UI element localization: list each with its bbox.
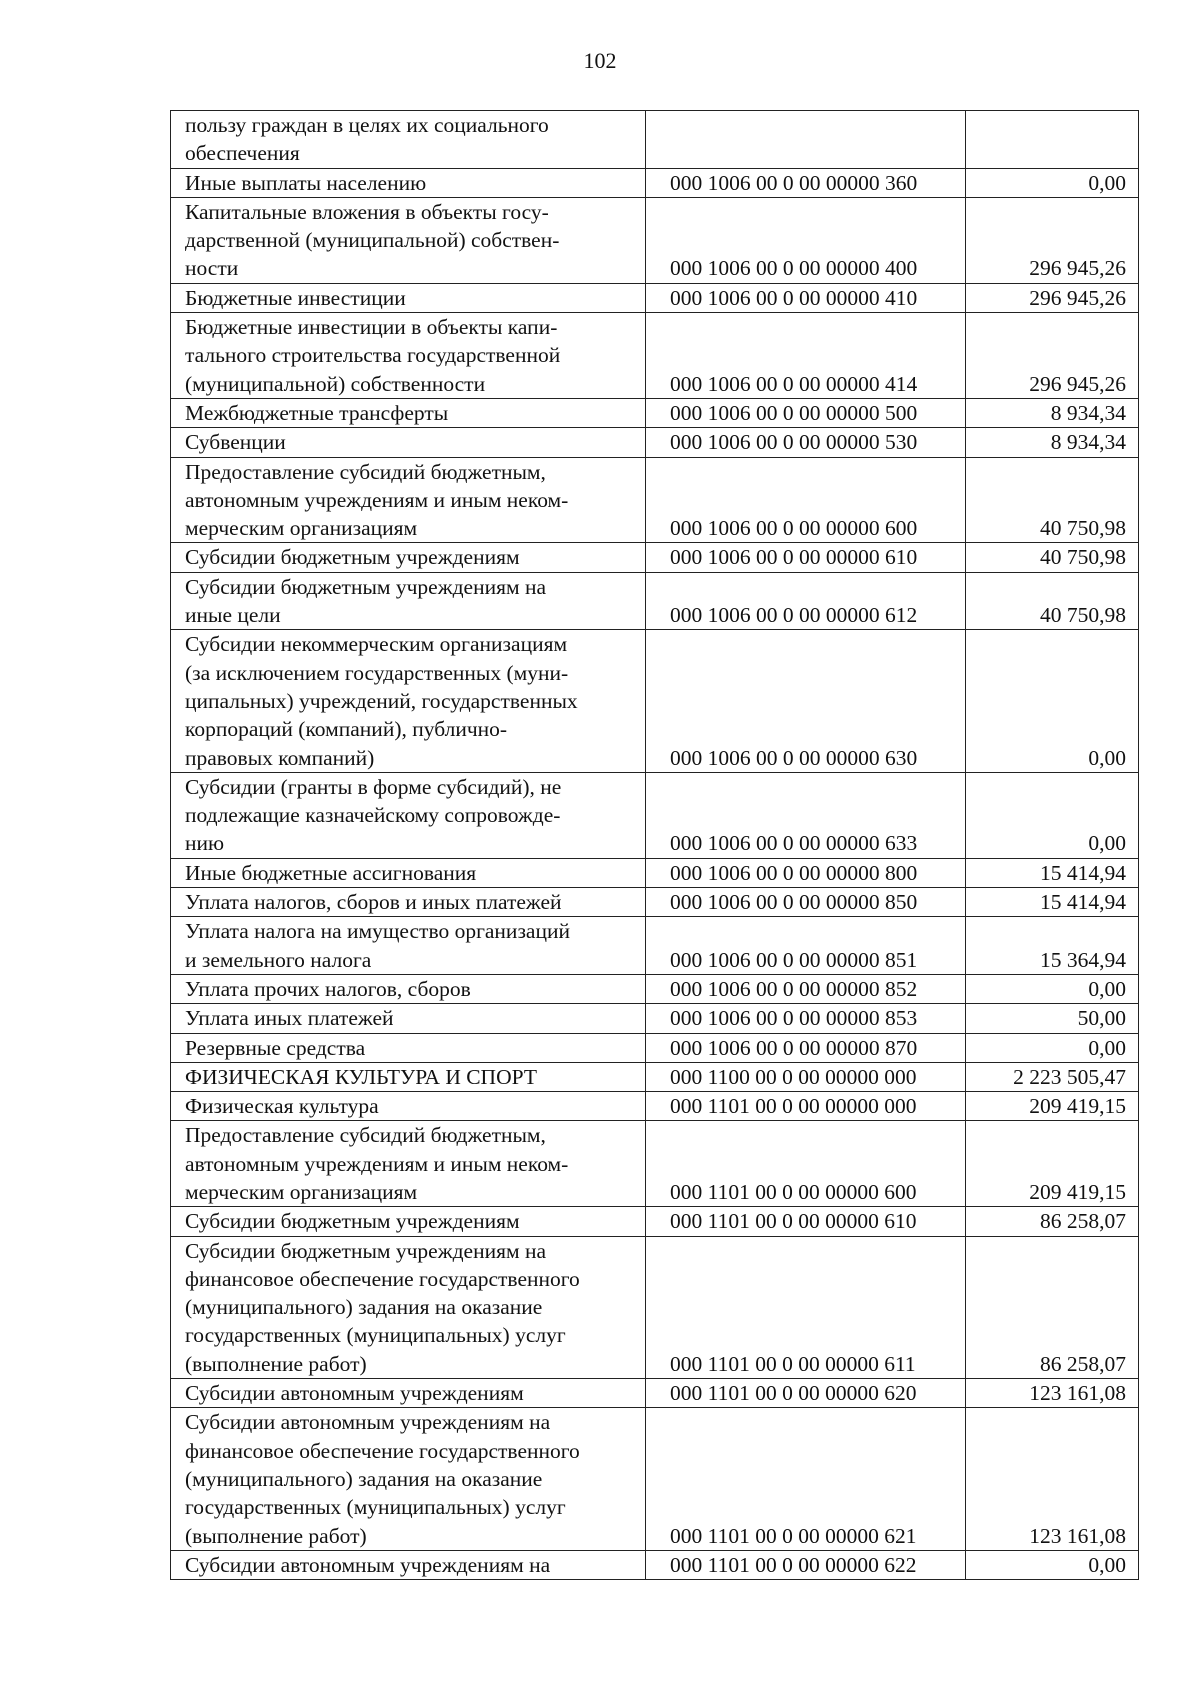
row-name-line: пользу граждан в целях их социального [185, 113, 549, 137]
row-name-cell [171, 398, 646, 427]
row-code-cell: 000 1006 00 0 00 00000 851 [646, 917, 966, 975]
row-amount-cell: 296 945,26 [966, 197, 1139, 283]
row-name-cell [171, 1121, 646, 1207]
row-amount-cell: 8 934,34 [966, 398, 1139, 427]
row-amount-cell: 209 419,15 [966, 1121, 1139, 1207]
row-name-line: (за исключением государственных (муни- [185, 660, 569, 685]
row-name-line: тального строительства государственной [185, 343, 561, 368]
row-name-line: Уплата налогов, сборов и иных платежей [185, 890, 562, 915]
row-amount-cell: 209 419,15 [966, 1092, 1139, 1121]
row-name-line: Уплата налога на имущество организаций [185, 919, 570, 944]
table-row [171, 772, 1139, 858]
row-name-line: Бюджетные инвестиции в объекты капи- [185, 315, 558, 340]
table-row [171, 630, 1139, 772]
row-name-line: и земельного налога [185, 947, 372, 972]
row-name-line: правовых компаний) [185, 745, 375, 770]
row-code-cell: 000 1006 00 0 00 00000 852 [646, 974, 966, 1003]
row-code-cell: 000 1101 00 0 00 00000 622 [646, 1550, 966, 1579]
table-row [171, 197, 1139, 283]
row-name-line: Уплата иных платежей [185, 1006, 394, 1031]
table-row [171, 1004, 1139, 1033]
row-name-line: Субсидии автономным учреждениям на [185, 1410, 551, 1435]
row-code-cell: 000 1006 00 0 00 00000 360 [646, 168, 966, 197]
page-number: 102 [583, 48, 617, 73]
row-name-line: Резервные средства [185, 1035, 366, 1060]
row-name-line: Субсидии бюджетным учреждениям на [185, 1238, 546, 1263]
row-name-line: ности [185, 256, 239, 281]
row-amount-cell: 40 750,98 [966, 457, 1139, 543]
row-name-cell [171, 457, 646, 543]
row-name-line: мерческим организациям [185, 516, 418, 541]
row-amount-cell: 50,00 [966, 1004, 1139, 1033]
row-code-cell [646, 111, 966, 169]
table-row [171, 917, 1139, 975]
row-amount-cell: 123 161,08 [966, 1408, 1139, 1550]
row-name-line: (муниципального) задания на оказание [185, 1295, 543, 1320]
row-amount-cell: 15 414,94 [966, 888, 1139, 917]
row-code-cell: 000 1006 00 0 00 00000 414 [646, 313, 966, 399]
row-amount-cell: 0,00 [966, 1033, 1139, 1062]
table-row [171, 428, 1139, 457]
row-name-cell [171, 111, 646, 169]
table-body [171, 111, 1139, 1580]
row-name-line: финансовое обеспечение государственного [185, 1438, 580, 1463]
table-row [171, 1033, 1139, 1062]
row-name-line: Предоставление субсидий бюджетным, [185, 459, 546, 484]
row-code-cell: 000 1101 00 0 00 00000 611 [646, 1236, 966, 1378]
row-amount-cell: 0,00 [966, 630, 1139, 772]
table-row [171, 168, 1139, 197]
row-name-line: Субсидии некоммерческим организациям [185, 632, 568, 657]
row-name-cell [171, 917, 646, 975]
row-name-cell [171, 283, 646, 312]
row-name-cell [171, 1379, 646, 1408]
row-name-line: автономным учреждениям и иным неком- [185, 1151, 569, 1176]
row-name-line: дарственной (муниципальной) собствен- [185, 228, 560, 253]
row-amount-cell: 0,00 [966, 1550, 1139, 1579]
row-code-cell: 000 1006 00 0 00 00000 410 [646, 283, 966, 312]
row-name-line: Субсидии бюджетным учреждениям на [185, 574, 546, 599]
table-row [171, 1550, 1139, 1579]
row-name-line: (муниципальной) собственности [185, 371, 486, 396]
table-row [171, 1121, 1139, 1207]
row-code-cell: 000 1006 00 0 00 00000 612 [646, 572, 966, 630]
row-name-line: ФИЗИЧЕСКАЯ КУЛЬТУРА И СПОРТ [185, 1064, 537, 1089]
table-row [171, 1408, 1139, 1550]
row-name-cell [171, 1236, 646, 1378]
row-amount-cell: 86 258,07 [966, 1207, 1139, 1236]
table-row [171, 974, 1139, 1003]
row-name-cell [171, 1408, 646, 1550]
row-name-line: нию [185, 831, 225, 856]
budget-table [170, 110, 1139, 1580]
table-row [171, 543, 1139, 572]
row-name-line: корпораций (компаний), публично- [185, 717, 508, 742]
row-code-cell: 000 1006 00 0 00 00000 530 [646, 428, 966, 457]
row-name-line: Бюджетные инвестиции [185, 285, 406, 310]
table-row [171, 1092, 1139, 1121]
row-code-cell: 000 1101 00 0 00 00000 600 [646, 1121, 966, 1207]
row-name-cell [171, 197, 646, 283]
row-code-cell: 000 1006 00 0 00 00000 400 [646, 197, 966, 283]
row-name-cell [171, 1004, 646, 1033]
row-code-cell: 000 1101 00 0 00 00000 610 [646, 1207, 966, 1236]
row-name-cell [171, 1207, 646, 1236]
row-name-cell [171, 168, 646, 197]
row-name-line: Межбюджетные трансферты [185, 400, 449, 425]
table-row [171, 313, 1139, 399]
row-name-line: Иные выплаты населению [185, 170, 427, 195]
row-name-line: мерческим организациям [185, 1179, 418, 1204]
row-amount-cell: 123 161,08 [966, 1379, 1139, 1408]
row-name-line: ципальных) учреждений, государственных [185, 688, 578, 713]
row-name-line: иные цели [185, 603, 281, 628]
row-name-line: Физическая культура [185, 1094, 379, 1119]
row-name-cell [171, 1062, 646, 1091]
row-amount-cell: 296 945,26 [966, 283, 1139, 312]
row-amount-cell: 15 414,94 [966, 858, 1139, 887]
row-name-cell [171, 572, 646, 630]
row-name-line: Уплата прочих налогов, сборов [185, 976, 471, 1001]
table-row [171, 398, 1139, 427]
row-code-cell: 000 1006 00 0 00 00000 633 [646, 772, 966, 858]
row-name-line: государственных (муниципальных) услуг [185, 1495, 566, 1520]
table-row [171, 1062, 1139, 1091]
row-name-line: Субсидии бюджетным учреждениям [185, 1209, 520, 1234]
row-amount-cell: 40 750,98 [966, 572, 1139, 630]
row-code-cell: 000 1006 00 0 00 00000 853 [646, 1004, 966, 1033]
row-name-line: государственных (муниципальных) услуг [185, 1323, 566, 1348]
row-amount-cell: 296 945,26 [966, 313, 1139, 399]
table-row [171, 1379, 1139, 1408]
table-row [171, 1236, 1139, 1378]
row-name-cell [171, 543, 646, 572]
row-name-cell [171, 428, 646, 457]
row-name-line: (муниципального) задания на оказание [185, 1466, 543, 1491]
table-row [171, 858, 1139, 887]
row-code-cell: 000 1006 00 0 00 00000 600 [646, 457, 966, 543]
row-code-cell: 000 1006 00 0 00 00000 870 [646, 1033, 966, 1062]
row-name-line: обеспечения [185, 141, 300, 166]
row-name-line: Предоставление субсидий бюджетным, [185, 1123, 546, 1148]
row-code-cell: 000 1101 00 0 00 00000 620 [646, 1379, 966, 1408]
row-name-cell [171, 1550, 646, 1579]
row-amount-cell: 0,00 [966, 974, 1139, 1003]
row-name-line: автономным учреждениям и иным неком- [185, 487, 569, 512]
row-code-cell: 000 1100 00 0 00 00000 000 [646, 1062, 966, 1091]
row-name-cell [171, 858, 646, 887]
row-name-line: (выполнение работ) [185, 1351, 367, 1376]
row-code-cell: 000 1006 00 0 00 00000 850 [646, 888, 966, 917]
row-name-cell [171, 630, 646, 772]
row-amount-cell: 86 258,07 [966, 1236, 1139, 1378]
row-name-line: Иные бюджетные ассигнования [185, 860, 477, 885]
row-amount-cell: 8 934,34 [966, 428, 1139, 457]
row-name-line: Субсидии автономным учреждениям на [185, 1552, 551, 1577]
row-name-cell [171, 888, 646, 917]
row-name-line: финансовое обеспечение государственного [185, 1266, 580, 1291]
row-name-line: Субсидии бюджетным учреждениям [185, 545, 520, 570]
row-name-cell [171, 772, 646, 858]
row-amount-cell: 2 223 505,47 [966, 1062, 1139, 1091]
row-name-cell [171, 974, 646, 1003]
row-amount-cell: 0,00 [966, 168, 1139, 197]
row-amount-cell: 40 750,98 [966, 543, 1139, 572]
table-row [171, 283, 1139, 312]
row-name-line: (выполнение работ) [185, 1523, 367, 1548]
row-code-cell: 000 1006 00 0 00 00000 800 [646, 858, 966, 887]
row-name-line: Субсидии автономным учреждениям [185, 1381, 524, 1406]
row-name-line: Субвенции [185, 430, 286, 455]
row-code-cell: 000 1006 00 0 00 00000 630 [646, 630, 966, 772]
table-row [171, 1207, 1139, 1236]
row-amount-cell: 0,00 [966, 772, 1139, 858]
row-name-line: подлежащие казначейскому сопровожде- [185, 803, 561, 828]
row-amount-cell: 15 364,94 [966, 917, 1139, 975]
row-name-line: Субсидии (гранты в форме субсидий), не [185, 774, 562, 799]
row-name-cell [171, 1033, 646, 1062]
table-row [171, 572, 1139, 630]
row-amount-cell [966, 111, 1139, 169]
table-row [171, 111, 1139, 169]
table-row [171, 457, 1139, 543]
row-name-line: Капитальные вложения в объекты госу- [185, 199, 549, 224]
row-code-cell: 000 1101 00 0 00 00000 000 [646, 1092, 966, 1121]
table-row [171, 888, 1139, 917]
row-code-cell: 000 1006 00 0 00 00000 610 [646, 543, 966, 572]
row-name-cell [171, 1092, 646, 1121]
row-code-cell: 000 1006 00 0 00 00000 500 [646, 398, 966, 427]
row-code-cell: 000 1101 00 0 00 00000 621 [646, 1408, 966, 1550]
row-name-cell [171, 313, 646, 399]
